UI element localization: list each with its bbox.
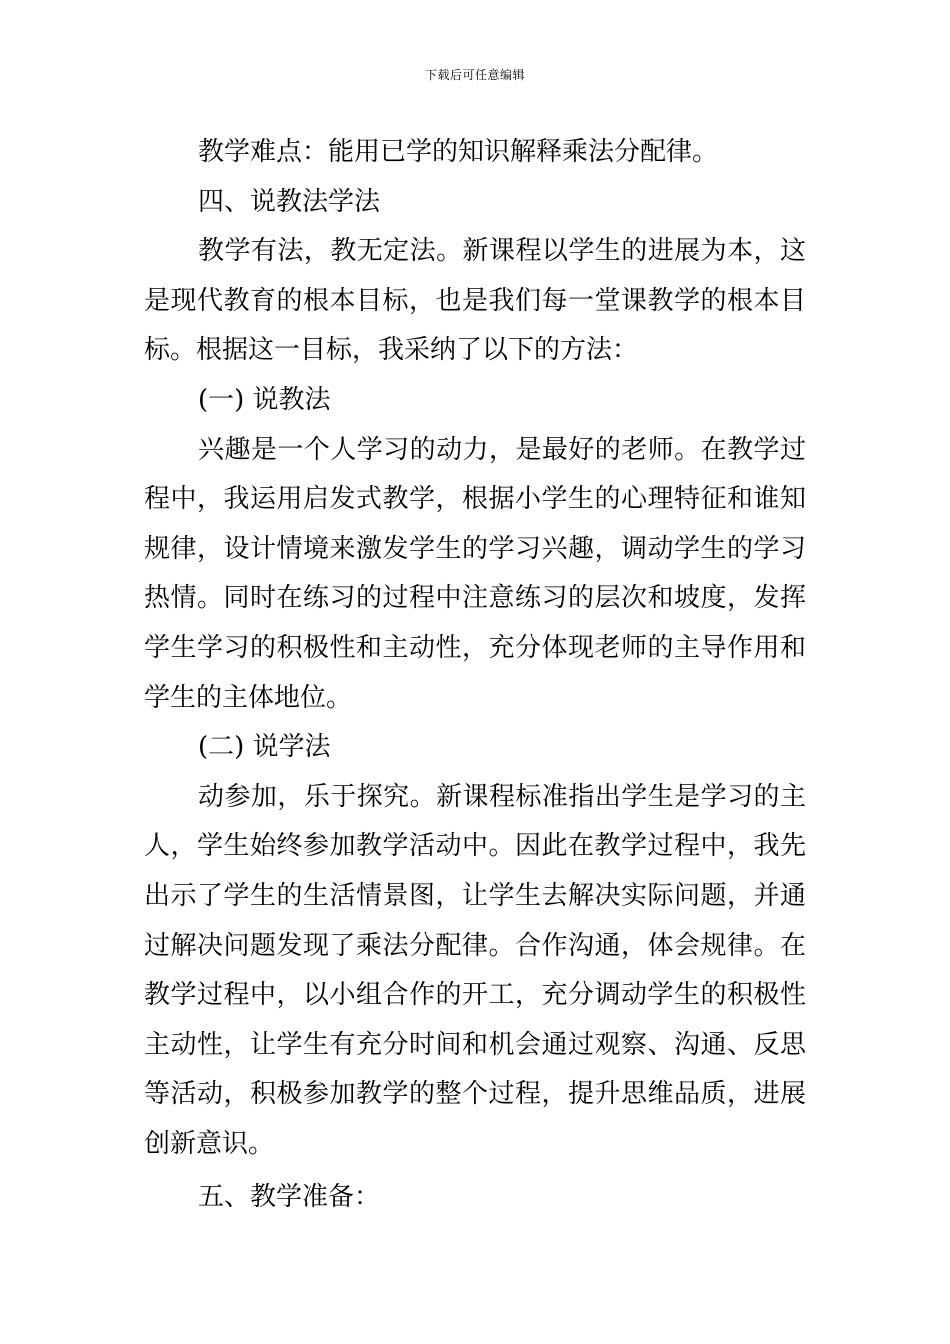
- text-line-1: 教学难点：能用已学的知识解释乘法分配律。: [198, 137, 719, 167]
- text-line-19: 主动性，让学生有充分时间和机会通过观察、沟通、反思: [144, 1029, 806, 1060]
- text-line-4: 是现代教育的根本目标，也是我们每一堂课教学的根本目: [144, 285, 806, 316]
- section-heading-4: 四、说教法学法: [198, 186, 381, 217]
- subsection-heading-learning-method: (二) 说学法: [198, 732, 331, 763]
- text-line-12: 学生的主体地位。: [144, 682, 353, 713]
- text-line-20: 等活动，积极参加教学的整个过程，提升思维品质，进展: [144, 1079, 806, 1110]
- section-heading-5: 五、教学准备：: [198, 1182, 381, 1213]
- text-line-3: 教学有法，教无定法。新课程以学生的进展为本，这: [198, 236, 806, 267]
- subsection-heading-teaching-method: (一) 说教法: [198, 384, 331, 415]
- document-body: [144, 128, 806, 1223]
- text-line-14: 动参加，乐于探究。新课程标准指出学生是学习的主: [198, 781, 806, 812]
- text-line-10: 热情。同时在练习的过程中注意练习的层次和坡度，发挥: [144, 583, 806, 614]
- text-line-17: 过解决问题发现了乘法分配律。合作沟通，体会规律。在: [144, 930, 806, 961]
- text-line-11: 学生学习的积极性和主动性，充分体现老师的主导作用和: [144, 632, 806, 663]
- text-line-7: 兴趣是一个人学习的动力，是最好的老师。在教学过: [198, 434, 806, 465]
- text-line-5: 标。根据这一目标，我采纳了以下的方法：: [144, 335, 639, 366]
- text-line-8: 程中，我运用启发式教学，根据小学生的心理特征和谁知: [144, 484, 806, 515]
- text-line-9: 规律，设计情境来激发学生的学习兴趣，调动学生的学习: [144, 533, 806, 564]
- text-line-16: 出示了学生的生活情景图，让学生去解决实际问题，并通: [144, 880, 806, 911]
- text-line-18: 教学过程中，以小组合作的开工，充分调动学生的积极性: [144, 980, 806, 1011]
- text-line-21: 创新意识。: [144, 1128, 275, 1159]
- text-line-15: 人，学生始终参加教学活动中。因此在教学过程中，我先: [144, 831, 806, 862]
- page-header-note: 下载后可任意编辑: [424, 68, 525, 82]
